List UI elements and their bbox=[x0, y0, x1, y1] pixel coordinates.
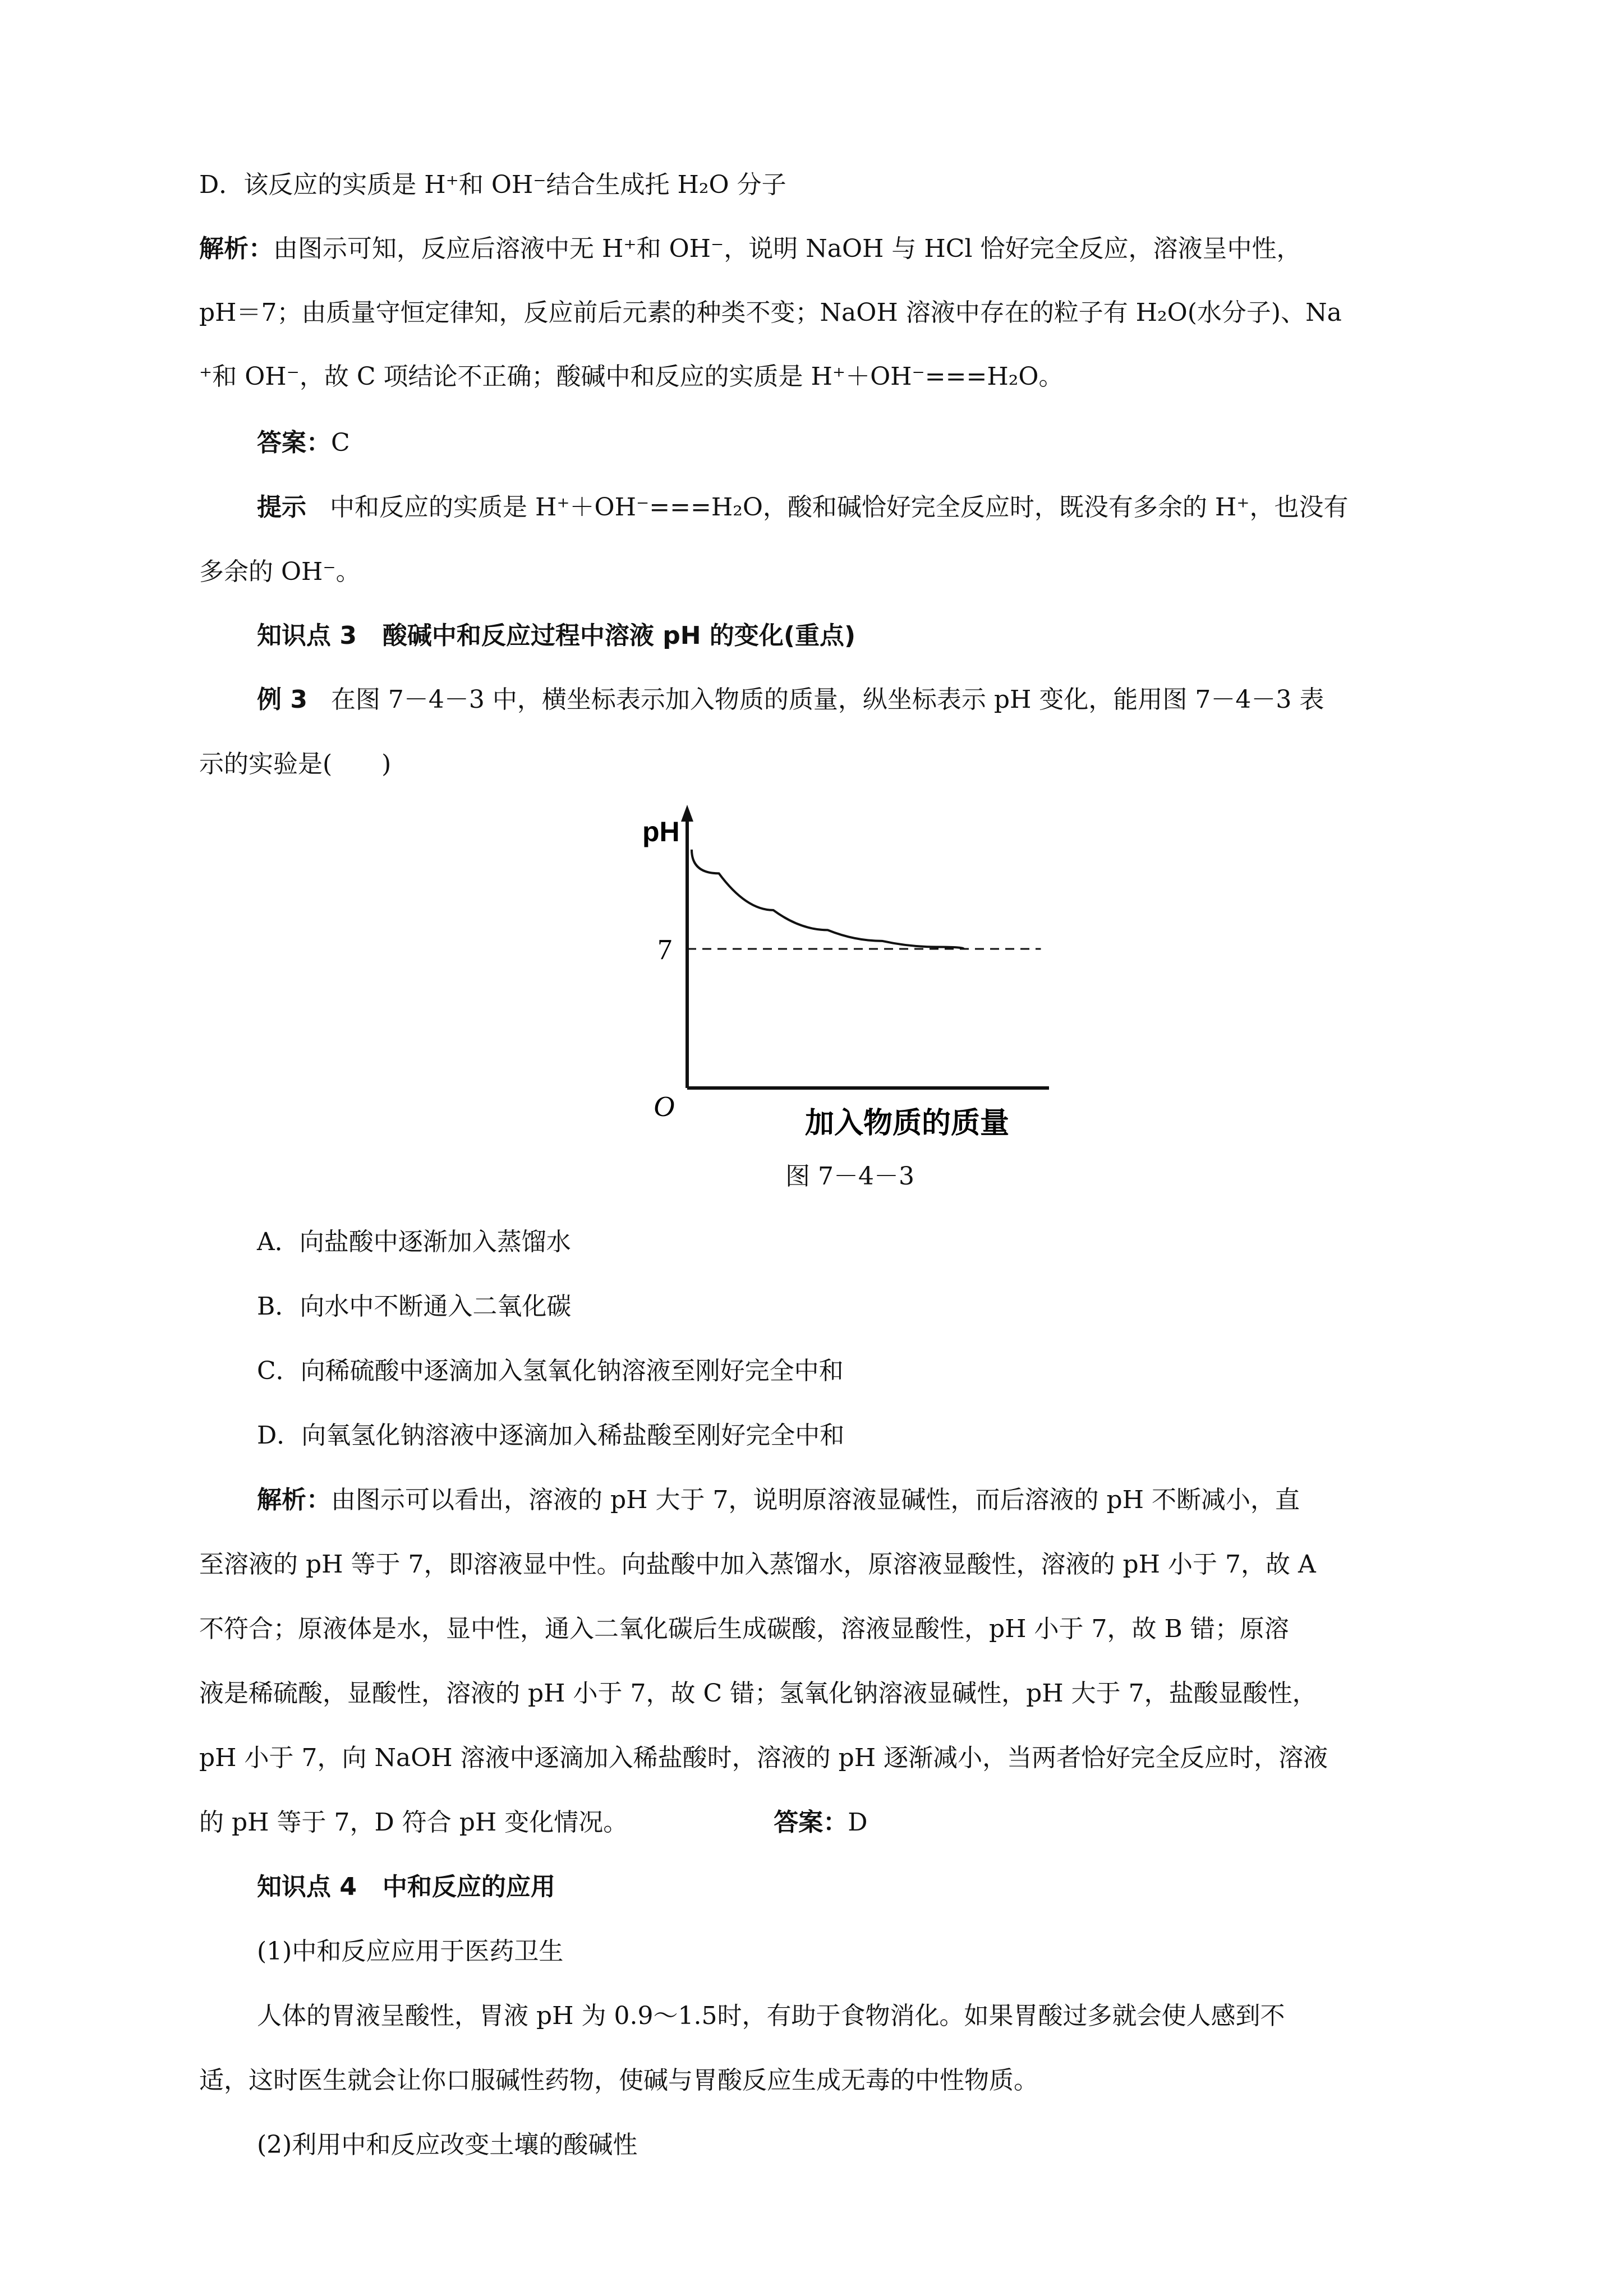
option-a: A．向盐酸中逐渐加入蒸馏水 bbox=[257, 1228, 571, 1256]
analysis2-line-5: pH 小于 7，向 NaOH 溶液中逐滴加入稀盐酸时，溶液的 pH 逐渐减小，当两者恰好完全反应时，溶液 bbox=[199, 1744, 1328, 1772]
option-d: D．向氧氢化钠溶液中逐滴加入稀盐酸至刚好完全中和 bbox=[257, 1421, 845, 1450]
chart-axes bbox=[681, 805, 1049, 1088]
answer2-label: 答案： bbox=[774, 1808, 848, 1837]
subsection-1: (1)中和反应应用于医药卫生 bbox=[257, 1937, 564, 1966]
option-c: C．向稀硫酸中逐滴加入氢氧化钠溶液至刚好完全中和 bbox=[257, 1357, 844, 1385]
y-axis-label: pH bbox=[642, 816, 680, 847]
section-heading-4 bbox=[257, 1870, 555, 1904]
hint-line-1 bbox=[257, 491, 1348, 524]
example-label: 例 3 bbox=[257, 685, 307, 714]
analysis2-text-end: 的 pH 等于 7，D 符合 pH 变化情况。 bbox=[199, 1808, 628, 1837]
hint-line-2: 多余的 OH⁻。 bbox=[199, 557, 361, 586]
analysis-line-3: ⁺和 OH⁻，故 C 项结论不正确；酸碱中和反应的实质是 H⁺＋OH⁻===H₂O。 bbox=[199, 362, 1064, 391]
section-label-3: 知识点 3 bbox=[257, 621, 357, 650]
analysis-text: 由图示可知，反应后溶液中无 H⁺和 OH⁻，说明 NaOH 与 HCl 恰好完全反应，溶液呈中性， bbox=[273, 234, 1301, 263]
option-b: B．向水中不断通入二氧化碳 bbox=[257, 1292, 572, 1321]
y-tick-label-7: 7 bbox=[657, 934, 672, 966]
hint-text: 中和反应的实质是 H⁺＋OH⁻===H₂O，酸和碱恰好完全反应时，既没有多余的 H⁺，也没有 bbox=[329, 493, 1349, 522]
section-title-3: 酸碱中和反应过程中溶液 pH 的变化(重点) bbox=[382, 621, 856, 650]
answer-value: C bbox=[331, 428, 350, 457]
answer-label: 答案： bbox=[257, 428, 331, 457]
section-label-4: 知识点 4 bbox=[257, 1873, 357, 1901]
y-axis-arrow bbox=[681, 805, 693, 822]
subsection-2: (2)利用中和反应改变土壤的酸碱性 bbox=[257, 2131, 638, 2159]
x-axis-label: 加入物质的质量 bbox=[805, 1107, 1010, 1140]
analysis2-line-4: 液是稀硫酸，显酸性，溶液的 pH 小于 7，故 C 错；氢氧化钠溶液显碱性，pH 大于 7，盐酸显酸性， bbox=[199, 1679, 1317, 1708]
example-text: 在图 7－4－3 中，横坐标表示加入物质的质量，纵坐标表示 pH 变化，能用图 7－4－3 表 bbox=[330, 685, 1324, 714]
analysis-label: 解析 bbox=[199, 234, 249, 263]
paragraph-line-2: 适，这时医生就会让你口服碱性药物，使碱与胃酸反应生成无毒的中性物质。 bbox=[199, 2066, 1038, 2095]
analysis2-line-6 bbox=[199, 1806, 868, 1839]
ph-curve bbox=[692, 850, 964, 949]
origin-label: O bbox=[654, 1091, 675, 1123]
answer-1 bbox=[257, 426, 350, 460]
analysis2-text: 由图示可以看出，溶液的 pH 大于 7，说明原溶液显碱性，而后溶液的 pH 不断减小，直 bbox=[331, 1486, 1300, 1514]
analysis2-line-3: 不符合；原液体是水，显中性，通入二氧化碳后生成碳酸，溶液显酸性，pH 小于 7，故 B 错；原溶 bbox=[199, 1615, 1289, 1643]
analysis2-label: 解析： bbox=[257, 1486, 331, 1514]
analysis2-line-2: 至溶液的 pH 等于 7，即溶液显中性。向盐酸中加入蒸馏水，原溶液显酸性，溶液的 pH 小于 7，故 A bbox=[199, 1550, 1316, 1579]
analysis2-line-1 bbox=[257, 1483, 1300, 1517]
example-line-2: 示的实验是( ) bbox=[199, 750, 392, 778]
analysis-line-1 bbox=[199, 232, 1301, 266]
analysis-colon: ： bbox=[249, 234, 273, 263]
figure-caption: 图 7－4－3 bbox=[785, 1162, 914, 1191]
paragraph-line-1: 人体的胃液呈酸性，胃液 pH 为 0.9～1.5时，有助于食物消化。如果胃酸过多就会使人感到不 bbox=[257, 2002, 1285, 2030]
analysis-line-2: pH＝7；由质量守恒定律知，反应前后元素的种类不变；NaOH 溶液中存在的粒子有 H₂O(水分子)、Na bbox=[199, 298, 1342, 327]
hint-label: 提示 bbox=[257, 493, 306, 522]
example-line-1 bbox=[257, 683, 1324, 717]
section-title-4: 中和反应的应用 bbox=[382, 1873, 555, 1901]
option-d-prev: D．该反应的实质是 H⁺和 OH⁻结合生成托 H₂O 分子 bbox=[199, 170, 786, 199]
answer2-value: D bbox=[848, 1808, 868, 1837]
section-heading-3 bbox=[257, 619, 855, 653]
ph-chart bbox=[611, 796, 1060, 1155]
